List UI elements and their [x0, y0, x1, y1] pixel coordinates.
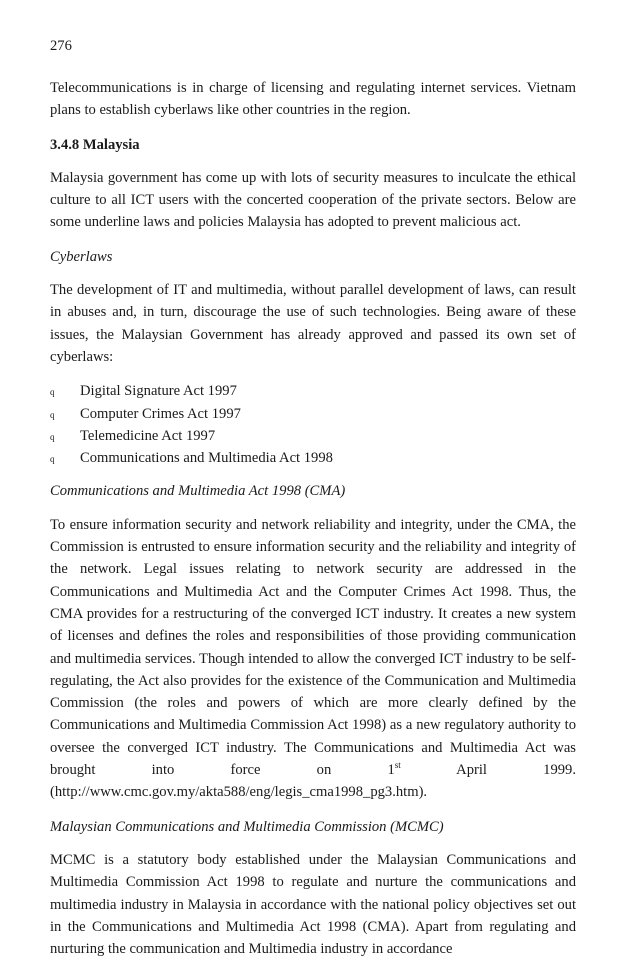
intro-paragraph: Telecommunications is in charge of licensing and regulating internet services. Vietnam plans to establish cyberlaws like other countries in the region. — [50, 80, 576, 119]
bullet-marker: q — [50, 431, 55, 442]
cyberlaws-heading: Cyberlaws — [50, 248, 113, 265]
mcmc-heading: Malaysian Communications and Multimedia Commission (MCMC) — [50, 818, 444, 835]
list-item-text: Telemedicine Act 1997 — [80, 427, 216, 444]
cma-paragraph — [50, 514, 576, 804]
list-item — [50, 380, 576, 402]
cma-heading: Communications and Multimedia Act 1998 (CMA) — [50, 483, 346, 500]
list-item — [50, 447, 576, 469]
page-content — [50, 77, 576, 960]
page-number: 276 — [50, 38, 72, 54]
section-heading: 3.4.8 Malaysia — [50, 136, 140, 153]
ordinal-suffix: st — [394, 760, 401, 771]
cyberlaws-list — [50, 380, 576, 469]
list-item-text: Communications and Multimedia Act 1998 — [80, 450, 333, 467]
cma-text-start: To ensure information security and network reliability and integrity, under the CMA, the Commission is entrusted to ensure information security and the reliability and integrity of the network. Legal issues relating to network security are addressed in the Communications and Multimedia Act and the Computer Crimes Act 1998. Thus, the CMA provides for a restructuring of the converged ICT industry. It creates a new system of licenses and defines the roles and responsibilities of those providing communication and multimedia services. Though intended to allow the converged ICT industry to be self-regulating, the Act also provides for the existence of the Communication and Multimedia Commission (the roles and powers of which are more clearly defined by the Communications and Multimedia Commission Act 1998) as a new regulatory authority to oversee the converged ICT industry. The Communications and Multimedia Act was brought into force on 1 — [50, 516, 576, 779]
section-intro-paragraph: Malaysia government has come up with lots of security measures to inculcate the ethical culture to all ICT users with the concerted cooperation of the private sectors. Below are some underline laws and policies Malaysia has adopted to prevent malicious act. — [50, 169, 576, 231]
list-item — [50, 425, 576, 447]
bullet-marker: q — [50, 409, 55, 420]
cyberlaws-paragraph: The development of IT and multimedia, without parallel development of laws, can result in abuses and, in turn, discourage the use of such technologies. Being aware of these issues, the Malaysian Government has already approved and passed its own set of cyberlaws: — [50, 282, 576, 365]
bullet-marker: q — [50, 387, 55, 398]
cma-text-end: April 1999. (http://www.cmc.gov.my/akta588/eng/legis_cma1998_pg3.htm). — [50, 762, 576, 801]
list-item-text: Computer Crimes Act 1997 — [80, 405, 241, 422]
bullet-marker: q — [50, 454, 55, 465]
list-item — [50, 403, 576, 425]
list-item-text: Digital Signature Act 1997 — [80, 383, 237, 400]
mcmc-paragraph: MCMC is a statutory body established under the Malaysian Communications and Multimedia Commission Act 1998 to regulate and nurture the communications and multimedia industry in Malaysia in accordance with the national policy objectives set out in the Communications and Multimedia Act 1998 (CMA). Apart from regulating and nurturing the communication and Multimedia industry in accordance — [50, 851, 576, 958]
